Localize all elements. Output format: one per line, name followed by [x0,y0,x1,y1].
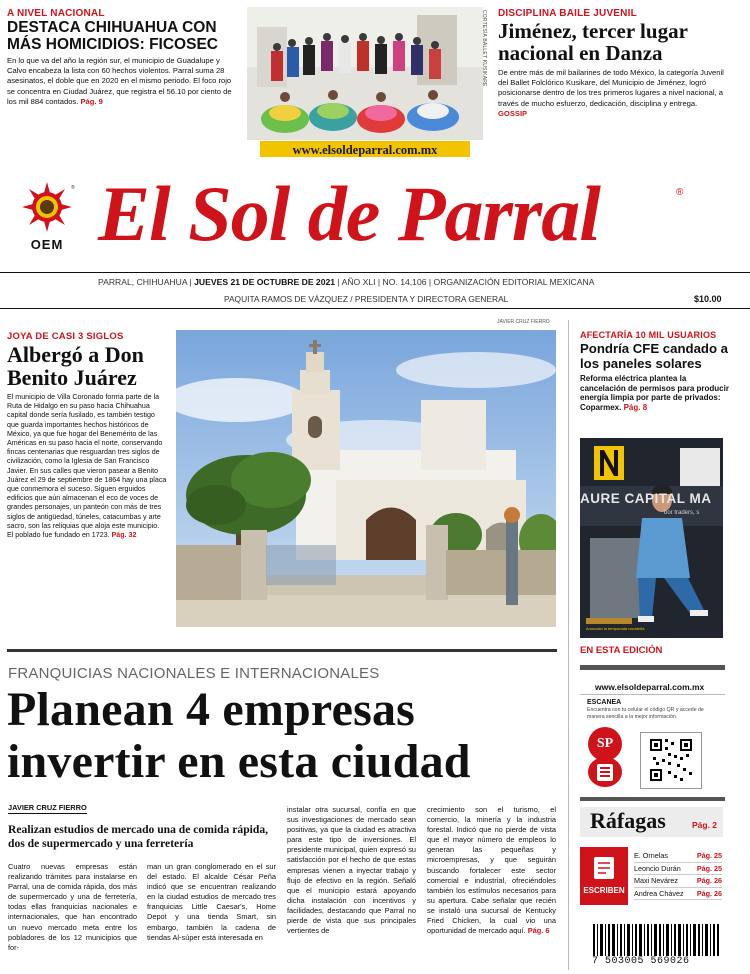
columnist-row[interactable] [634,863,722,876]
registered-mark: ® [676,187,684,198]
columnists-list [634,850,722,900]
top-left-story[interactable] [7,8,235,107]
feature-body [7,393,167,540]
sidebar-rule-2 [580,797,725,801]
columnist-row[interactable] [634,875,722,888]
pen-icon [580,847,628,885]
magazine-cover[interactable] [580,438,723,638]
top-left-body-text: En lo que va del año la región sur, el municipio de Guadalupe y Calvo encabeza la lista con 60 hechos violentos. Parral suma 28 asesinatos, el doble que en 2020 en el mismo periodo. El foco rojo se concentra en Ciudad Juárez, que registra el 56.10 por ciento de los mil 884 contados. [7,56,232,106]
magazine-sign: AURE CAPITAL MA [580,491,712,506]
main-page-ref[interactable]: Pág. 6 [527,926,550,936]
sidebar-website[interactable]: www.elsoldeparral.com.mx [595,682,705,692]
qr-code[interactable] [640,732,702,789]
newspaper-icon [588,757,622,787]
dateline-date: JUEVES 21 DE OCTUBRE DE 2021 [194,277,336,287]
barcode-digits: 7 503005 569026 [592,956,690,967]
dateline-city: PARRAL, CHIHUAHUA [98,277,188,287]
rafagas-box[interactable] [580,807,723,837]
main-col-4-text: crecimiento son el turismo, el comercio, la minería y la industria forestal. Indicó que no pierde de vista que el mayor número de empleos lo generan las pequeñas y microempresas, y que seguirán buscando fortalecer este sector comercial e industrial, ofreciéndoles también los estímulos necesarios para su apertura. Cabe señalar que recién se instaló una sucursal de Kentucky Fried Chicken, la cual vio una oportunidad de mercado aquí. [427,805,556,936]
main-rule-top [7,649,557,652]
columnist-row[interactable] [634,850,722,863]
sun-emblem-icon [18,181,76,233]
sidebar-divider [568,320,569,970]
main-col-3: instalar otra sucursal, confía en que sus investigaciones de mercado sean positivas, ya que la ciudad es atractiva para este tipo de inversiones. El presidente municipal, quien expresó su satisfacción por el hecho de que estas empresas vienen a inyectar trabajo y flujo de efectivo en la región. Señaló que el municipio estará apoyando dicha instalación con incentivos y facilidades, destacando que Parral no pierde de vista que sus principales vertientes de [287,805,416,936]
dateline-sep-4: | [428,277,434,287]
top-left-title[interactable]: DESTACA CHIHUAHUA CON MÁS HOMICIDIOS: FICOSEC [7,19,218,53]
sidebar-title[interactable]: Pondría CFE candado a los paneles solares [580,341,729,371]
columnist-name: Maxi Nevárez [634,876,678,885]
escriben-box[interactable] [580,844,723,906]
main-kicker: FRANQUICIAS NACIONALES E INTERNACIONALES [8,665,380,682]
sidebar-story[interactable] [580,330,730,412]
top-right-title[interactable]: Jiménez, tercer lugar nacional en Danza [498,19,688,65]
feature-body-text: El municipio de Villa Coronado forma parte de la Ruta de Hidalgo en su paso hacia Chihuahua capital donde sería fusilado, es también testigo que guarda importantes hechos históricos de México, ya que fue hogar del Benemérito de las Américas en su paso hacia el norte, conservando fincas centenarias que resguardan tres siglos de civilización, como la Iglesia de San Francisco Javier. En sus calles que vieron pasear a Benito Juárez el 29 de septiembre de 1864 hay una placa que conmemora el suceso. Siguen erguidos edificios que aún almacenan el eco de voces de grandes personajes, un panteón con más de tres siglos de antigüedad, túneles, catacumbas y arte sacro, son las reliquias que aloja este municipio. El poblado fue fundado en 1723. [7,393,167,540]
rafagas-title: Ráfagas [590,808,666,833]
main-col-2: man un gran conglomerado en el sur del estado. El alcalde César Peña indicó que se encuentran realizando en la ciudad estudios de mercado tres franquicias Little Caesar's, Home Depot y una tienda Smart, sin embargo, también la cadena de tiendas Al-súper está interesada en [147,862,276,942]
oem-logo[interactable] [18,181,76,251]
dateline-sep-3: | [377,277,383,287]
sidebar-body-text: Reforma eléctrica plantea la cancelación de permisos para producir energía limpia por parte de privados: Coparmex. [580,374,729,412]
sidebar-website-rule [580,694,725,695]
main-headline[interactable]: Planean 4 empresas invertir en esta ciudad [7,683,471,788]
website-banner-text[interactable]: www.elsoldeparral.com.mx [292,143,438,157]
top-right-body [498,68,726,119]
sp-badge[interactable] [588,727,622,761]
feature-photo-credit: JAVIER CRUZ FIERRO [497,319,550,325]
feature-kicker: JOYA DE CASI 3 SIGLOS [7,331,124,342]
masthead-title[interactable]: El Sol de Parral [98,170,600,257]
dateline-sep-1: | [189,277,195,287]
main-col-4 [427,805,556,970]
sp-badge-label: SP [596,736,614,751]
dancers-photo [247,7,483,140]
magazine-sign-small: bor traders, s [664,510,700,516]
columnist-row[interactable] [634,888,722,901]
rafagas-page[interactable]: Pág. 2 [692,820,718,830]
top-left-page-ref[interactable]: Pág. 9 [80,96,103,106]
scan-text: Encuentra con tu celular el código QR y accede de manera sencilla a la mejor información. [587,707,704,720]
feature-story[interactable] [7,331,167,540]
dateline-rule-top [0,272,750,273]
top-photo[interactable] [247,7,483,140]
top-right-page-ref[interactable]: GOSSIP [498,108,528,118]
sidebar-page-ref[interactable]: Pág. 8 [623,402,648,412]
dateline-price: $10.00 [694,294,722,304]
feature-page-ref[interactable]: Pág. 32 [111,531,137,540]
top-right-story[interactable] [498,8,726,119]
main-byline: JAVIER CRUZ FIERRO [8,803,87,812]
columnist-page[interactable]: Pág. 25 [696,863,722,873]
escriben-badge [580,847,628,905]
columnist-page[interactable]: Pág. 26 [696,876,722,885]
escriben-label: ESCRIBEN [583,886,625,895]
top-right-kicker: DISCIPLINA BAILE JUVENIL [498,8,637,19]
in-edition-label: EN ESTA EDICIÓN [580,645,663,656]
top-left-body [7,56,235,107]
dateline-year: AÑO XLI [341,277,376,287]
oem-label: OEM [30,237,64,252]
top-photo-credit: CORTESÍA BALLET KUSIKARE [481,10,487,87]
sidebar-body [580,374,730,412]
feature-photo[interactable] [176,330,556,627]
dateline-number: NO. 14,106 [382,277,427,287]
in-edition-rule [580,665,725,670]
columnist-name: Andrea Chávez [634,888,684,898]
dateline-sep-2: | [337,277,342,287]
qr-icon [641,733,701,788]
columnist-page[interactable]: Pág. 26 [696,888,722,898]
columnist-page[interactable]: Pág. 25 [696,851,722,860]
main-subhead: Realizan estudios de mercado una de comida rápida, dos de supermercado y una ferretería [8,823,269,850]
columnist-name: E. Ornelas [634,851,668,860]
main-col-1: Cuatro nuevas empresas están realizando trámites para instalarse en Parral, una de comida rápida, dos más de supermercado y una de ferretería, todas ellas franquicias nacionales e internacionales, que han encontrado un nuevo mercado meta entre los pobladores de los 12 municipios que for- [8,862,137,952]
website-banner[interactable] [260,141,470,157]
dateline-org: ORGANIZACIÓN EDITORIAL MEXICANA [433,277,595,287]
columnist-name: Leoncio Durán [634,863,681,873]
feature-title[interactable]: Albergó a Don Benito Juárez [7,342,144,390]
news-icon[interactable] [588,757,622,787]
magazine-photo [580,438,723,638]
top-left-kicker: A NIVEL NACIONAL [7,8,105,19]
top-right-body-text: De entre más de mil bailarines de todo México, la categoría Juvenil del Ballet Folclórico Kusikare, del Municipio de Jiménez, logró posicionarse dentro de los tres primeros lugares a nivel nacional, a través de mucho esfuerzo, dedicación, disciplina y entrega. [498,68,724,108]
magazine-caption: Anuncian la temporada navideña [586,626,645,631]
sidebar-kicker: AFECTARÍA 10 MIL USUARIOS [580,330,717,340]
barcode [590,922,725,972]
dateline-director: PAQUITA RAMOS DE VÁZQUEZ / PRESIDENTA Y DIRECTORA GENERAL [224,294,509,304]
svg-text:®: ® [71,185,75,191]
dateline-rule-bottom [0,308,750,309]
church-photo [176,330,556,627]
scan-title: ESCANEA [587,699,622,706]
dateline [98,277,594,287]
